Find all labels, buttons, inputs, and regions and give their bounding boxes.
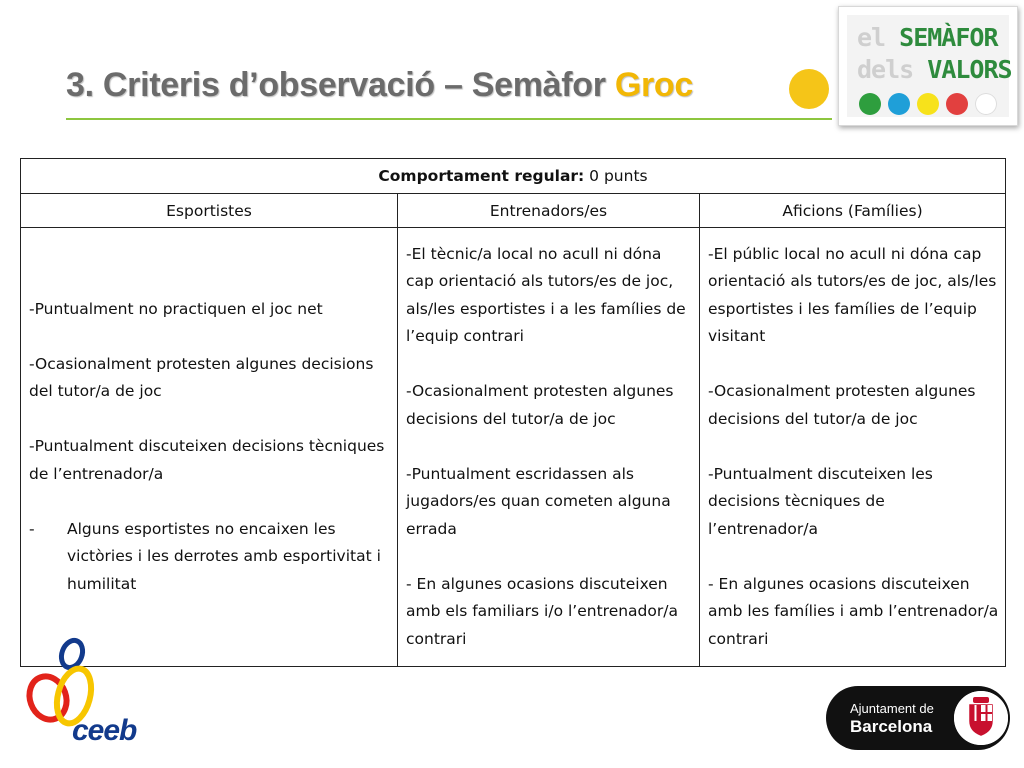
ceeb-wordmark: ceeb bbox=[72, 714, 137, 747]
slide-title-accent: Groc bbox=[614, 66, 693, 104]
bcn-logo-line2: Barcelona bbox=[850, 717, 933, 736]
list-item: -Ocasionalment protesten algunes decisions del tutor/a de joc bbox=[29, 354, 374, 401]
list-item: -El tècnic/a local no acull ni dóna cap orientació als tutors/es de joc, als/les esportistes i a les famílies de l’equip contrari bbox=[406, 244, 686, 346]
list-item: -Ocasionalment protesten algunes decisions del tutor/a de joc bbox=[406, 382, 674, 428]
list-item: -El públic local no acull ni dóna cap orientació als tutors/es de joc, als/les esportistes i les famílies de l’equip visitant bbox=[708, 244, 997, 346]
list-item: - En algunes ocasions discuteixen amb les famílies i amb l’entrenador/a contrari bbox=[708, 574, 999, 648]
semafor-dels-valors-logo bbox=[838, 6, 1018, 126]
logo-panel bbox=[847, 15, 1012, 117]
list-item-text: Alguns esportistes no encaixen les victòries i les derrotes amb esportivitat i humilitat bbox=[67, 519, 381, 593]
bcn-logo-line1: Ajuntament de bbox=[850, 701, 934, 716]
behaviour-label: Comportament regular: bbox=[378, 167, 585, 185]
dash-bullet: - bbox=[29, 519, 35, 538]
column-header-aficions: Aficions (Famílies) bbox=[700, 194, 1006, 228]
criteria-table bbox=[20, 158, 1006, 667]
logo-dot-2 bbox=[917, 93, 939, 115]
slide-title-main: 3. Criteris d’observació – Semàfor bbox=[66, 66, 615, 104]
list-item: -Puntualment no practiquen el joc net bbox=[29, 299, 323, 318]
column-header-esportistes: Esportistes bbox=[21, 194, 398, 228]
logo-dot-0 bbox=[859, 93, 881, 115]
esportistes-cell bbox=[21, 228, 398, 667]
list-item bbox=[29, 516, 391, 599]
logo-color-dots bbox=[859, 93, 997, 115]
list-item: -Puntualment discuteixen decisions tècniques de l’entrenador/a bbox=[29, 437, 385, 483]
ajuntament-barcelona-logo bbox=[826, 686, 1010, 750]
logo-line-1 bbox=[857, 23, 998, 52]
logo-semafor: SEMÀFOR bbox=[899, 23, 998, 52]
column-header-row bbox=[21, 194, 1006, 228]
ceeb-blue-ring bbox=[58, 637, 86, 670]
criteria-body-row bbox=[21, 228, 1006, 667]
logo-valors: VALORS bbox=[927, 55, 1012, 84]
logo-dot-4 bbox=[975, 93, 997, 115]
logo-dels: dels bbox=[857, 55, 928, 84]
slide-title bbox=[66, 66, 693, 105]
logo-el: el bbox=[857, 23, 900, 52]
barcelona-shield-icon bbox=[954, 691, 1008, 745]
table-header-row bbox=[21, 159, 1006, 194]
entrenadors-cell bbox=[398, 228, 700, 667]
column-header-entrenadors: Entrenadors/es bbox=[398, 194, 700, 228]
title-divider bbox=[66, 118, 832, 120]
aficions-cell bbox=[700, 228, 1006, 667]
behaviour-header bbox=[21, 159, 1006, 194]
behaviour-points: 0 punts bbox=[584, 167, 648, 185]
logo-dot-1 bbox=[888, 93, 910, 115]
yellow-traffic-light-icon bbox=[789, 69, 829, 109]
list-item: -Ocasionalment protesten algunes decisions del tutor/a de joc bbox=[708, 382, 976, 428]
list-item: -Puntualment discuteixen les decisions tècniques de l’entrenador/a bbox=[708, 464, 933, 538]
logo-dot-3 bbox=[946, 93, 968, 115]
list-item: - En algunes ocasions discuteixen amb els familiars i/o l’entrenador/a contrari bbox=[406, 574, 678, 648]
logo-line-2 bbox=[857, 55, 1012, 84]
list-item: -Puntualment escridassen als jugadors/es quan cometen alguna errada bbox=[406, 464, 671, 538]
